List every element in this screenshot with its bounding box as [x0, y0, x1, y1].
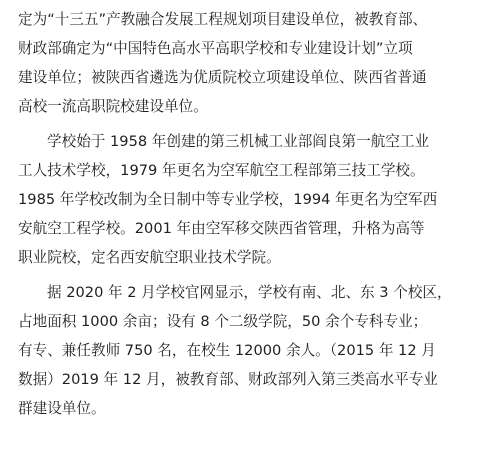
paragraph-2	[18, 127, 490, 272]
paragraph-3	[18, 278, 490, 423]
text-line: 数据）2019 年 12 月，被教育部、财政部列入第三类高水平专业	[18, 371, 438, 388]
text-line: 群建设单位。	[18, 400, 106, 417]
text-line: 工人技术学校，1979 年更名为空军航空工程部第三技工学校。	[18, 162, 425, 179]
text-line: 1985 年学校改制为全日制中等专业学校，1994 年更名为空军西	[18, 191, 438, 208]
text-line: 安航空工程学校。2001 年由空军移交陕西省管理，升格为高等	[18, 220, 425, 237]
text-line: 学校始于 1958 年创建的第三机械工业部阎良第一航空工业	[47, 133, 430, 150]
text-line: 据 2020 年 2 月学校官网显示，学校有南、北、东 3 个校区，	[47, 284, 452, 301]
text-line: 有专、兼任教师 750 名，在校生 12000 余人。（2015 年 12 月	[18, 342, 436, 359]
text-line: 职业院校，定名西安航空职业技术学院。	[18, 249, 281, 266]
text-line: 财政部确定为“中国特色高水平高职学校和专业建设计划”立项	[18, 40, 413, 57]
text-line: 高校一流高职院校建设单位。	[18, 98, 208, 115]
text-line: 占地面积 1000 余亩；设有 8 个二级学院，50 余个专科专业；	[18, 313, 428, 330]
paragraph-1	[18, 5, 490, 121]
text-line: 建设单位；被陕西省遴选为优质院校立项建设单位、陕西省普通	[18, 69, 427, 86]
text-line: 定为“十三五”产教融合发展工程规划项目建设单位，被教育部、	[18, 11, 428, 28]
